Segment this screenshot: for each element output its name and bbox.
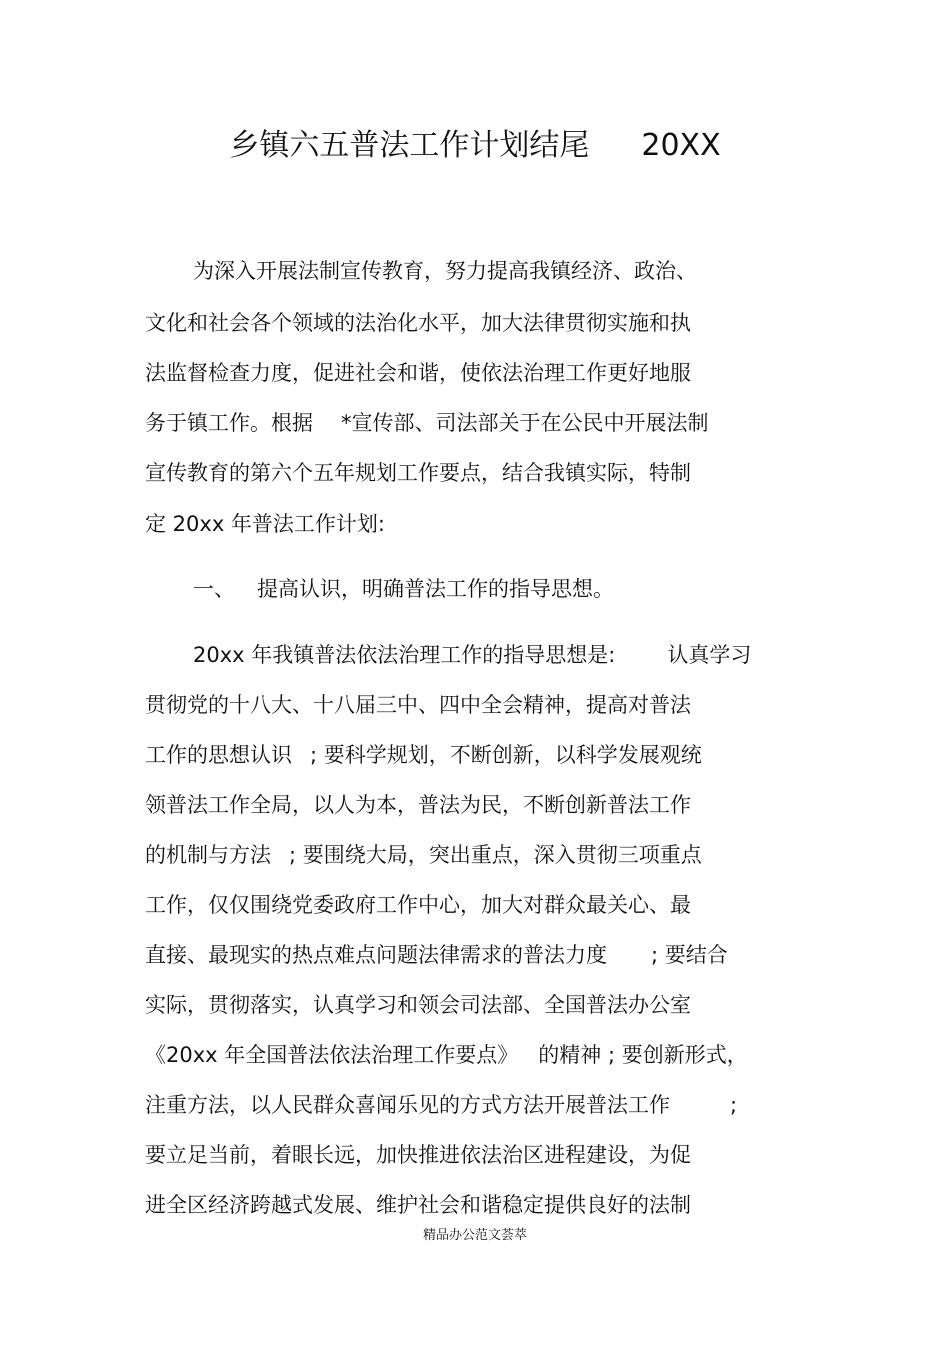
body-line-11: 要立足当前，着眼长远，加快推进依法治区进程建设，为促: [145, 1143, 691, 1167]
title-year: 20XX: [641, 128, 721, 163]
body-line-8: 实际，贯彻落实，认真学习和领会司法部、全国普法办公室: [145, 993, 691, 1017]
section-1-heading: [193, 574, 614, 604]
body-line-6: 工作，仅仅围绕党委政府工作中心，加大对群众最关心、最: [145, 893, 691, 917]
section-1-number: 一、: [193, 577, 235, 601]
body-line-7-b: ; 要结合: [651, 943, 728, 967]
intro-line-5: 宣传教育的第六个五年规划工作要点，结合我镇实际，特制: [145, 461, 691, 485]
section-1-heading-text: 提高认识，明确普法工作的指导思想。: [257, 577, 614, 601]
document-title: [0, 126, 950, 166]
body-line-10: [145, 1090, 737, 1120]
body-line-10-a: 注重方法，以人民群众喜闻乐见的方式方法开展普法工作: [145, 1093, 670, 1117]
intro-line-4: [145, 408, 709, 438]
intro-line-4-a: 务于镇工作。根据: [145, 411, 313, 435]
body-line-3-a: 工作的思想认识: [145, 743, 292, 767]
intro-line-2: 文化和社会各个领域的法治化水平，加大法律贯彻实施和执: [145, 311, 691, 335]
body-line-3: [145, 740, 702, 770]
intro-line-6: 定 20xx 年普法工作计划:: [145, 512, 386, 536]
intro-line-1: 为深入开展法制宣传教育，努力提高我镇经济、政治、: [193, 259, 697, 283]
intro-line-3: 法监督检查力度，促进社会和谐，使依法治理工作更好地服: [145, 361, 691, 385]
page-footer: 精品办公范文荟萃: [422, 1228, 527, 1243]
body-line-1-b: 认真学习: [667, 643, 752, 667]
body-line-5-b: ; 要围绕大局，突出重点，深入贯彻三项重点: [289, 843, 702, 867]
body-line-7-a: 直接、最现实的热点难点问题法律需求的普法力度: [145, 943, 607, 967]
body-line-5: [145, 840, 702, 870]
intro-line-4-b: *宣传部、司法部关于在公民中开展法制: [341, 411, 709, 435]
body-line-5-a: 的机制与方法: [145, 843, 271, 867]
body-line-7: [145, 940, 728, 970]
body-line-9-a: 《20xx 年全国普法依法治理工作要点》: [145, 1043, 519, 1067]
body-line-12: 进全区经济跨越式发展、维护社会和谐稳定提供良好的法制: [145, 1193, 691, 1217]
body-line-3-b: ; 要科学规划，不断创新，以科学发展观统: [310, 743, 702, 767]
body-line-4: 领普法工作全局，以人为本，普法为民，不断创新普法工作: [145, 793, 691, 817]
body-line-9-b: 的精神 ; 要创新形式，: [538, 1043, 748, 1067]
body-line-2: 贯彻党的十八大、十八届三中、四中全会精神，提高对普法: [145, 693, 691, 717]
body-line-1: [193, 640, 751, 670]
body-line-10-b: ;: [730, 1093, 738, 1117]
body-line-9: [145, 1040, 748, 1070]
body-line-1-a: 20xx 年我镇普法依法治理工作的指导思想是:: [193, 643, 616, 667]
title-text: 乡镇六五普法工作计划结尾: [229, 128, 590, 163]
